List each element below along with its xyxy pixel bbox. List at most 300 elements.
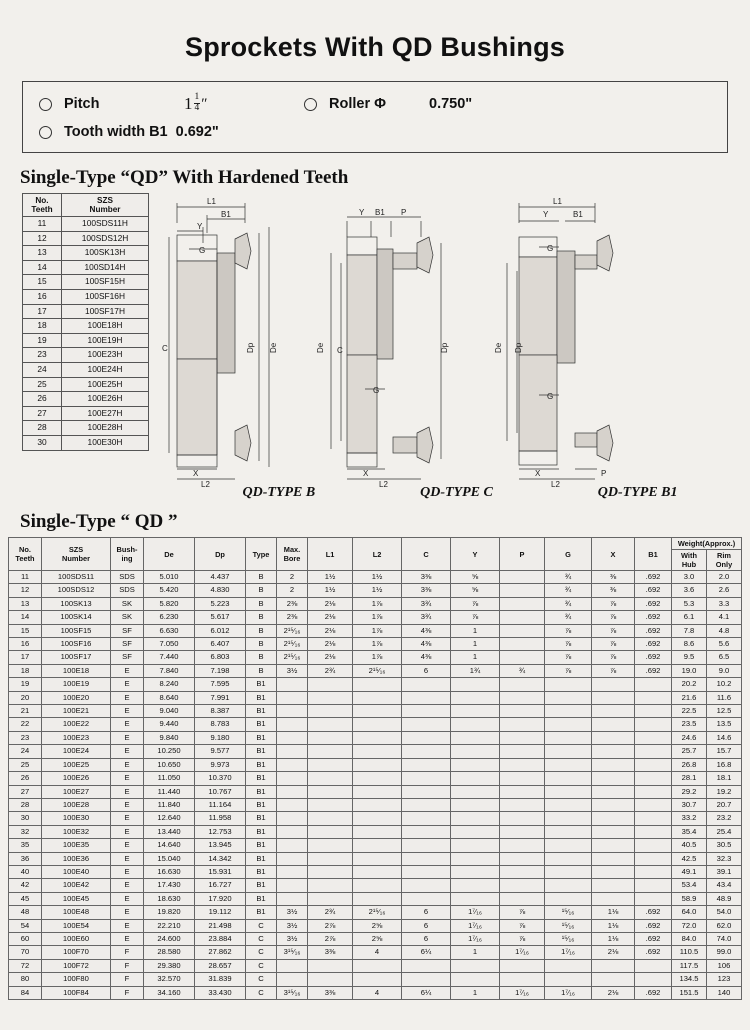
cell-weight-with-hub: 151.5	[672, 986, 707, 999]
cell-y	[451, 839, 500, 852]
cell-l1	[308, 758, 353, 771]
cell-b1	[635, 678, 672, 691]
cell-g: ⅞	[545, 624, 592, 637]
cell-max-bore	[277, 959, 308, 972]
svg-text:L2: L2	[551, 480, 560, 489]
cell-weight-with-hub: 20.2	[672, 678, 707, 691]
cell-y	[451, 798, 500, 811]
cell-b1: .692	[635, 664, 672, 677]
cell-weight-with-hub: 24.6	[672, 731, 707, 744]
cell-no-teeth: 48	[9, 906, 42, 919]
cell-weight-rim-only: 39.1	[707, 865, 742, 878]
cell-l2	[353, 718, 402, 731]
cell-weight-rim-only: 15.7	[707, 745, 742, 758]
cell-b1	[635, 865, 672, 878]
cell-dp: 5.617	[195, 611, 246, 624]
cell-de: 32.570	[144, 973, 195, 986]
table-row	[9, 879, 742, 892]
cell-szs-number: 100E26H	[62, 392, 149, 407]
cell-dp: 31.839	[195, 973, 246, 986]
cell-dp: 8.387	[195, 705, 246, 718]
cell-szs-number: 100E20	[42, 691, 111, 704]
cell-c: 4⅜	[402, 651, 451, 664]
cell-de: 8.640	[144, 691, 195, 704]
cell-weight-rim-only: 4.1	[707, 611, 742, 624]
cell-b1: .692	[635, 638, 672, 651]
svg-text:G: G	[547, 244, 554, 253]
cell-bushing: SDS	[111, 584, 144, 597]
cell-g	[545, 731, 592, 744]
svg-text:L1: L1	[207, 197, 216, 206]
cell-l2	[353, 731, 402, 744]
drawing-type-b	[162, 197, 278, 489]
table-row	[9, 798, 742, 811]
cell-bushing: E	[111, 852, 144, 865]
cell-type: B1	[246, 772, 277, 785]
cell-b1: .692	[635, 946, 672, 959]
cell-no-teeth: 18	[23, 319, 62, 334]
cell-y	[451, 879, 500, 892]
cell-szs-number: 100SF16H	[62, 289, 149, 304]
cell-l2	[353, 892, 402, 905]
cell-weight-rim-only: 14.6	[707, 731, 742, 744]
cell-max-bore	[277, 678, 308, 691]
cell-l2: 1⅞	[353, 638, 402, 651]
cell-g: ⅞	[545, 651, 592, 664]
table-row	[23, 319, 149, 334]
cell-szs-number: 100E32	[42, 825, 111, 838]
cell-g: ⅞	[545, 638, 592, 651]
cell-max-bore: 2¹⁵⁄₁₆	[277, 638, 308, 651]
cell-p	[500, 597, 545, 610]
svg-text:C: C	[162, 344, 168, 353]
cell-type: B1	[246, 731, 277, 744]
cell-y	[451, 812, 500, 825]
cell-de: 8.240	[144, 678, 195, 691]
cell-de: 11.050	[144, 772, 195, 785]
svg-text:X: X	[193, 469, 199, 478]
cell-bushing: E	[111, 798, 144, 811]
cell-x	[592, 892, 635, 905]
cell-weight-rim-only: 23.2	[707, 812, 742, 825]
specification-box	[22, 81, 728, 153]
table-row	[9, 664, 742, 677]
cell-g	[545, 798, 592, 811]
pitch-denominator: 4	[194, 102, 200, 113]
cell-weight-rim-only: 13.5	[707, 718, 742, 731]
cell-szs-number: 100E35	[42, 839, 111, 852]
cell-weight-with-hub: 33.2	[672, 812, 707, 825]
cell-p	[500, 584, 545, 597]
cell-de: 10.650	[144, 758, 195, 771]
cell-bushing: F	[111, 959, 144, 972]
cell-szs-number: 100SF17H	[62, 304, 149, 319]
svg-text:L2: L2	[379, 480, 388, 489]
cell-x: ⅞	[592, 624, 635, 637]
cell-no-teeth: 11	[23, 217, 62, 232]
svg-text:X: X	[363, 469, 369, 478]
cell-weight-with-hub: 3.0	[672, 571, 707, 584]
cell-p	[500, 959, 545, 972]
cell-bushing: E	[111, 718, 144, 731]
cell-p	[500, 691, 545, 704]
header-l2: L2	[353, 538, 402, 571]
table-row	[9, 906, 742, 919]
table-row	[9, 825, 742, 838]
cell-weight-with-hub: 110.5	[672, 946, 707, 959]
cell-szs-number: 100E28	[42, 798, 111, 811]
cell-max-bore	[277, 973, 308, 986]
cell-c	[402, 892, 451, 905]
header-weight-hub-l1: With	[681, 551, 697, 560]
cell-szs-number: 100E36	[42, 852, 111, 865]
table-row	[9, 571, 742, 584]
section-heading-single: Single-Type “ QD ”	[20, 511, 178, 532]
header-dp: Dp	[195, 538, 246, 571]
cell-b1	[635, 959, 672, 972]
cell-weight-with-hub: 3.6	[672, 584, 707, 597]
cell-p	[500, 772, 545, 785]
cell-g: ¹⁵⁄₁₆	[545, 906, 592, 919]
cell-type: C	[246, 946, 277, 959]
cell-szs-number: 100E30H	[62, 435, 149, 450]
cell-weight-rim-only: 19.2	[707, 785, 742, 798]
cell-no-teeth: 23	[23, 348, 62, 363]
cell-no-teeth: 24	[23, 362, 62, 377]
cell-b1	[635, 825, 672, 838]
cell-szs-number: 100SK13H	[62, 246, 149, 261]
cell-bushing: SDS	[111, 571, 144, 584]
spec-row-pitch	[39, 94, 713, 114]
cell-type: C	[246, 973, 277, 986]
cell-type: B1	[246, 798, 277, 811]
technical-drawings	[159, 193, 730, 489]
spec-value-pitch	[184, 94, 304, 114]
cell-l2	[353, 785, 402, 798]
header-type: Type	[246, 538, 277, 571]
cell-y: 1⁷⁄₁₆	[451, 919, 500, 932]
cell-g	[545, 812, 592, 825]
pitch-numerator: 1	[194, 92, 200, 102]
cell-dp: 5.223	[195, 597, 246, 610]
cell-no-teeth: 54	[9, 919, 42, 932]
cell-dp: 7.198	[195, 664, 246, 677]
cell-l2: 4	[353, 946, 402, 959]
cell-no-teeth: 36	[9, 852, 42, 865]
cell-y	[451, 892, 500, 905]
svg-text:Dp: Dp	[246, 342, 255, 353]
cell-weight-with-hub: 29.2	[672, 785, 707, 798]
cell-l1	[308, 825, 353, 838]
cell-b1	[635, 691, 672, 704]
header-teeth	[23, 194, 62, 217]
cell-de: 6.230	[144, 611, 195, 624]
cell-weight-rim-only: 5.6	[707, 638, 742, 651]
cell-weight-rim-only: 140	[707, 986, 742, 999]
cell-g	[545, 892, 592, 905]
cell-weight-with-hub: 58.9	[672, 892, 707, 905]
cell-g: 1⁷⁄₁₆	[545, 946, 592, 959]
svg-text:P: P	[601, 469, 607, 478]
cell-weight-rim-only: 123	[707, 973, 742, 986]
checkbox-roller[interactable]	[304, 98, 317, 111]
cell-max-bore	[277, 745, 308, 758]
cell-szs-number: 100SF15H	[62, 275, 149, 290]
cell-max-bore	[277, 772, 308, 785]
cell-bushing: E	[111, 691, 144, 704]
cell-l1	[308, 772, 353, 785]
cell-b1: .692	[635, 986, 672, 999]
svg-text:C: C	[337, 346, 343, 355]
cell-c	[402, 772, 451, 785]
cell-c	[402, 785, 451, 798]
cell-l1	[308, 731, 353, 744]
cell-no-teeth: 19	[9, 678, 42, 691]
cell-y	[451, 865, 500, 878]
cell-b1	[635, 798, 672, 811]
spec-row-tooth-width	[39, 124, 713, 140]
cell-x	[592, 959, 635, 972]
cell-no-teeth: 40	[9, 865, 42, 878]
cell-no-teeth: 25	[9, 758, 42, 771]
cell-g	[545, 825, 592, 838]
cell-b1	[635, 973, 672, 986]
cell-no-teeth: 25	[23, 377, 62, 392]
cell-no-teeth: 26	[9, 772, 42, 785]
header-szs	[62, 194, 149, 217]
cell-g	[545, 973, 592, 986]
cell-l1	[308, 785, 353, 798]
cell-szs-number: 100E22	[42, 718, 111, 731]
cell-x	[592, 973, 635, 986]
cell-c	[402, 852, 451, 865]
cell-p: ⅞	[500, 919, 545, 932]
table-row	[23, 406, 149, 421]
cell-no-teeth: 72	[9, 959, 42, 972]
cell-c: 6	[402, 906, 451, 919]
cell-x: ⅞	[592, 664, 635, 677]
header-b1: B1	[635, 538, 672, 571]
cell-g: ¹⁵⁄₁₆	[545, 932, 592, 945]
cell-b1	[635, 731, 672, 744]
cell-c	[402, 718, 451, 731]
cell-y	[451, 825, 500, 838]
cell-p	[500, 879, 545, 892]
cell-x	[592, 745, 635, 758]
header-max-bore-l1: Max.	[283, 545, 301, 554]
cell-c	[402, 798, 451, 811]
cell-szs-number: 100E23	[42, 731, 111, 744]
pitch-fraction	[184, 94, 208, 114]
cell-y: 1⁷⁄₁₆	[451, 906, 500, 919]
sprocket-dimensions-table	[8, 537, 742, 1000]
cell-b1: .692	[635, 624, 672, 637]
cell-c	[402, 839, 451, 852]
cell-type: B1	[246, 758, 277, 771]
cell-no-teeth: 32	[9, 825, 42, 838]
cell-c	[402, 758, 451, 771]
cell-no-teeth: 14	[23, 260, 62, 275]
cell-max-bore	[277, 785, 308, 798]
cell-l2	[353, 839, 402, 852]
cell-weight-rim-only: 12.5	[707, 705, 742, 718]
svg-text:De: De	[316, 342, 325, 353]
table-row	[9, 651, 742, 664]
table-row	[9, 731, 742, 744]
cell-weight-rim-only: 30.5	[707, 839, 742, 852]
cell-l2	[353, 865, 402, 878]
cell-weight-with-hub: 117.5	[672, 959, 707, 972]
cell-y: ⅞	[451, 611, 500, 624]
table-row	[23, 377, 149, 392]
cell-max-bore	[277, 825, 308, 838]
cell-l2: 2⅝	[353, 932, 402, 945]
cell-max-bore: 2¹⁵⁄₁₆	[277, 624, 308, 637]
table-row	[9, 624, 742, 637]
cell-dp: 16.727	[195, 879, 246, 892]
cell-de: 28.580	[144, 946, 195, 959]
cell-weight-rim-only: 48.9	[707, 892, 742, 905]
table-row	[23, 435, 149, 450]
cell-bushing: F	[111, 973, 144, 986]
cell-dp: 12.753	[195, 825, 246, 838]
cell-weight-with-hub: 84.0	[672, 932, 707, 945]
table-row	[9, 705, 742, 718]
cell-szs-number: 100E40	[42, 865, 111, 878]
cell-y	[451, 772, 500, 785]
cell-type: B	[246, 651, 277, 664]
main-table-wrap	[8, 537, 742, 1000]
table-row	[23, 275, 149, 290]
cell-weight-with-hub: 21.6	[672, 691, 707, 704]
cell-de: 16.630	[144, 865, 195, 878]
cell-no-teeth: 30	[9, 812, 42, 825]
cell-y: 1	[451, 946, 500, 959]
cell-x	[592, 758, 635, 771]
cell-l1: 2⅛	[308, 651, 353, 664]
cell-de: 7.440	[144, 651, 195, 664]
cell-g	[545, 758, 592, 771]
cell-no-teeth: 28	[23, 421, 62, 436]
cell-g: ¾	[545, 584, 592, 597]
drawing-type-labels	[190, 485, 730, 501]
cell-b1	[635, 892, 672, 905]
spec-value-tooth-width: 0.692"	[175, 124, 219, 140]
cell-y: 1⁷⁄₁₆	[451, 932, 500, 945]
cell-dp: 11.164	[195, 798, 246, 811]
cell-x: ⅞	[592, 638, 635, 651]
cell-l1	[308, 839, 353, 852]
label-qd-type-b: QD-TYPE B	[242, 485, 316, 500]
table-row	[9, 973, 742, 986]
cell-type: B1	[246, 865, 277, 878]
cell-c: 6	[402, 932, 451, 945]
header-y: Y	[451, 538, 500, 571]
cell-x	[592, 798, 635, 811]
cell-y	[451, 705, 500, 718]
main-table-header-row	[9, 538, 742, 550]
cell-szs-number: 100E28H	[62, 421, 149, 436]
cell-type: B1	[246, 812, 277, 825]
cell-l1: 2⅛	[308, 597, 353, 610]
cell-l1: 1½	[308, 584, 353, 597]
cell-weight-rim-only: 74.0	[707, 932, 742, 945]
cell-bushing: E	[111, 731, 144, 744]
cell-l2: 4	[353, 986, 402, 999]
cell-p	[500, 705, 545, 718]
table-row	[9, 691, 742, 704]
cell-max-bore: 2	[277, 571, 308, 584]
cell-x	[592, 785, 635, 798]
cell-de: 34.160	[144, 986, 195, 999]
cell-x	[592, 718, 635, 731]
cell-type: B1	[246, 825, 277, 838]
cell-p	[500, 624, 545, 637]
cell-type: B	[246, 611, 277, 624]
cell-de: 13.440	[144, 825, 195, 838]
cell-max-bore: 2⅜	[277, 597, 308, 610]
checkbox-pitch[interactable]	[39, 98, 52, 111]
cell-l2: 2⅝	[353, 919, 402, 932]
table-row	[9, 839, 742, 852]
cell-p	[500, 718, 545, 731]
cell-g: 1⁷⁄₁₆	[545, 986, 592, 999]
header-bushing	[111, 538, 144, 571]
cell-l1	[308, 691, 353, 704]
cell-type: B1	[246, 852, 277, 865]
cell-szs-number: 100SD14H	[62, 260, 149, 275]
cell-p	[500, 785, 545, 798]
header-max-bore	[277, 538, 308, 571]
cell-max-bore: 3½	[277, 664, 308, 677]
cell-p	[500, 892, 545, 905]
cell-weight-rim-only: 99.0	[707, 946, 742, 959]
cell-l2	[353, 825, 402, 838]
cell-de: 7.050	[144, 638, 195, 651]
cell-l2	[353, 691, 402, 704]
cell-p	[500, 678, 545, 691]
cell-dp: 6.407	[195, 638, 246, 651]
cell-bushing: E	[111, 839, 144, 852]
cell-b1: .692	[635, 919, 672, 932]
cell-no-teeth: 27	[9, 785, 42, 798]
cell-type: B1	[246, 718, 277, 731]
svg-text:G: G	[547, 392, 554, 401]
cell-weight-with-hub: 28.1	[672, 772, 707, 785]
table-row	[9, 745, 742, 758]
cell-weight-with-hub: 23.5	[672, 718, 707, 731]
cell-max-bore	[277, 852, 308, 865]
cell-weight-rim-only: 62.0	[707, 919, 742, 932]
cell-szs-number: 100E60	[42, 932, 111, 945]
page-title: Sprockets With QD Bushings	[185, 32, 565, 62]
cell-max-bore: 3½	[277, 906, 308, 919]
cell-type: B1	[246, 839, 277, 852]
cell-no-teeth: 30	[23, 435, 62, 450]
cell-weight-with-hub: 64.0	[672, 906, 707, 919]
spec-value-roller: 0.750"	[429, 96, 473, 112]
cell-no-teeth: 27	[23, 406, 62, 421]
cell-max-bore	[277, 865, 308, 878]
cell-x	[592, 879, 635, 892]
cell-type: B1	[246, 745, 277, 758]
cell-bushing: E	[111, 865, 144, 878]
cell-max-bore: 3½	[277, 932, 308, 945]
cell-dp: 19.112	[195, 906, 246, 919]
cell-weight-rim-only: 2.6	[707, 584, 742, 597]
cell-p	[500, 973, 545, 986]
checkbox-tooth-width[interactable]	[39, 126, 52, 139]
